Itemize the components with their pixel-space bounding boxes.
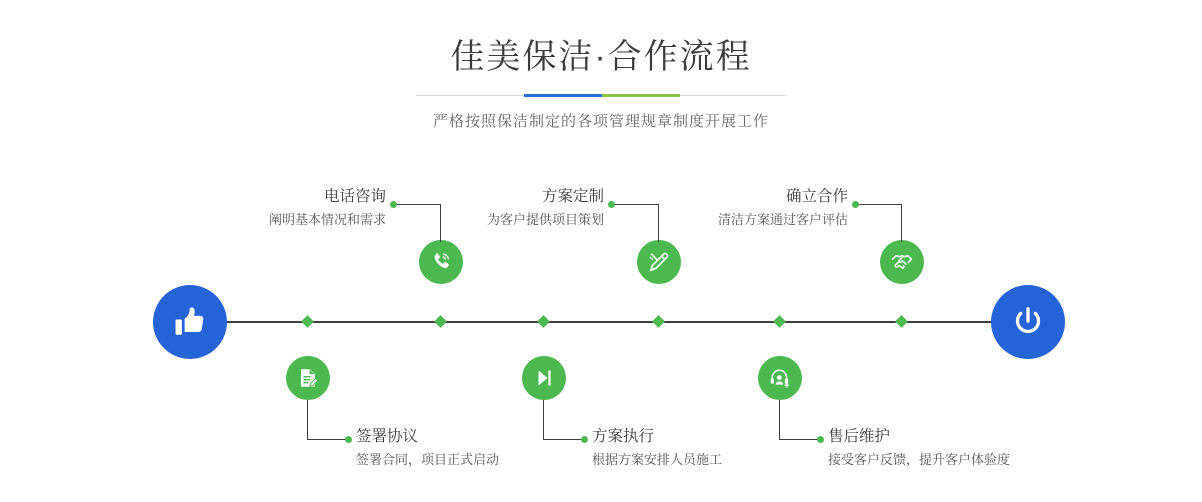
step-1-title: 电话咨询: [323, 188, 386, 205]
step-6-label: [828, 426, 1010, 470]
timeline-end-node: [991, 285, 1065, 359]
step-5-title: 确立合作: [785, 188, 848, 205]
page-subtitle: 严格按照保洁制定的各项管理规章制度开展工作: [432, 113, 769, 130]
step-3-desc: 为客户提供项目策划: [486, 212, 604, 227]
step-3-icon-node: [637, 240, 681, 284]
step-5-label: [700, 186, 848, 230]
play-forward-icon: [532, 366, 556, 390]
step-3-title: 方案定制: [541, 188, 604, 205]
thumbs-up-icon: [173, 305, 207, 339]
step-2-icon-node: [286, 356, 330, 400]
divider-accent-green: [602, 94, 680, 97]
step-6-axis-marker: [773, 315, 786, 328]
step-2-axis-marker: [301, 315, 314, 328]
header: [0, 34, 1202, 131]
step-4-connector-vertical: [543, 400, 544, 439]
step-6-connector-vertical: [779, 400, 780, 439]
step-3-connector-vertical: [658, 204, 659, 242]
step-5-connector-horizontal: [858, 204, 902, 205]
step-4-axis-marker: [537, 315, 550, 328]
step-2-connector-horizontal: [307, 439, 347, 440]
step-4-icon-node: [522, 356, 566, 400]
step-4-connector-dot: [581, 436, 588, 443]
step-4-connector-horizontal: [543, 439, 583, 440]
step-5-desc: 清洁方案通过客户评估: [717, 212, 848, 227]
step-5-icon-node: [880, 240, 924, 284]
phone-call-icon: [429, 250, 453, 274]
step-5-connector-vertical: [901, 204, 902, 242]
step-4-title: 方案执行: [592, 428, 655, 445]
step-1-connector-vertical: [440, 204, 441, 242]
step-6-icon-node: [758, 356, 802, 400]
step-3-axis-marker: [652, 315, 665, 328]
step-6-desc: 接受客户反馈，提升客户体验度: [828, 452, 1011, 467]
divider-accent-blue: [524, 94, 602, 97]
step-6-title: 售后维护: [828, 428, 891, 445]
step-1-axis-marker: [434, 315, 447, 328]
step-2-title: 签署协议: [356, 428, 419, 445]
step-4-desc: 根据方案安排人员施工: [592, 452, 723, 467]
step-2-connector-vertical: [307, 400, 308, 439]
step-5-connector-dot: [852, 201, 859, 208]
step-2-desc: 签署合同，项目正式启动: [356, 452, 500, 467]
step-6-connector-dot: [817, 436, 824, 443]
step-1-connector-dot: [390, 201, 397, 208]
step-1-desc: 阐明基本情况和需求: [268, 212, 386, 227]
pencil-ruler-icon: [647, 250, 671, 274]
step-5-axis-marker: [895, 315, 908, 328]
step-6-connector-horizontal: [779, 439, 819, 440]
timeline-start-node: [153, 285, 227, 359]
step-4-label: [592, 426, 722, 470]
step-2-label: [356, 426, 499, 470]
step-2-connector-dot: [345, 436, 352, 443]
step-3-connector-dot: [608, 201, 615, 208]
step-1-label: [254, 186, 386, 230]
power-icon: [1010, 304, 1046, 340]
headset-support-icon: [768, 366, 792, 390]
title-divider: [416, 94, 786, 97]
handshake-icon: [890, 250, 914, 274]
timeline-axis: [155, 321, 1045, 323]
step-1-connector-horizontal: [395, 204, 441, 205]
step-3-connector-horizontal: [614, 204, 659, 205]
document-edit-icon: [296, 366, 320, 390]
page-title: 佳美保洁·合作流程: [450, 38, 752, 76]
step-3-label: [456, 186, 604, 230]
step-1-icon-node: [419, 240, 463, 284]
